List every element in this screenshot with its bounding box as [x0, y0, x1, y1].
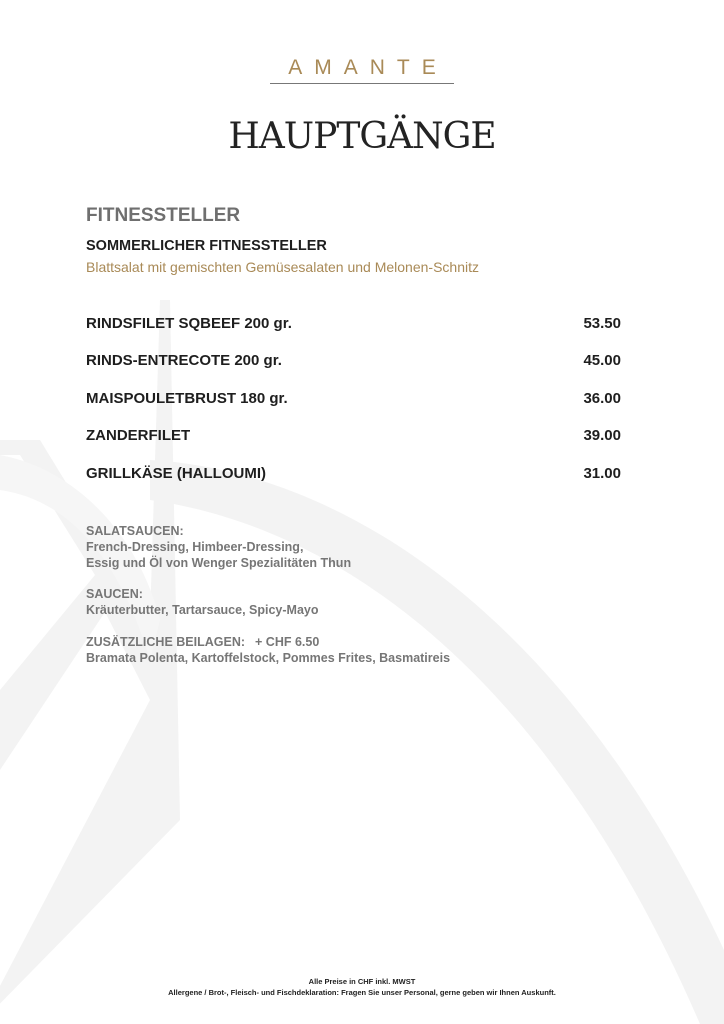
brand-logo [0, 56, 724, 84]
sauces-block [86, 586, 318, 618]
sides-heading-row [86, 634, 450, 650]
menu-item-name: ZANDERFILET [86, 427, 191, 444]
sides-block [86, 634, 450, 666]
salad-sauces-line: Essig und Öl von Wenger Spezialitäten Thun [86, 556, 352, 570]
menu-item-name: RINDSFILET SQBEEF 200 gr. [86, 315, 292, 332]
menu-item-price: 53.50 [583, 315, 621, 332]
sides-price: + CHF 6.50 [255, 635, 320, 649]
sauces-line: Kräuterbutter, Tartarsauce, Spicy-Mayo [86, 603, 319, 617]
footer-allergen-note: Allergene / Brot-, Fleisch- und Fischdeklaration: Fragen Sie unser Personal, gerne geben wir Ihnen Auskunft. [168, 988, 556, 997]
footer-price-note: Alle Preise in CHF inkl. MWST [308, 977, 416, 986]
sides-heading: ZUSÄTZLICHE BEILAGEN: [86, 635, 246, 649]
menu-item [86, 427, 621, 447]
menu-item-name: RINDS-ENTRECOTE 200 gr. [86, 352, 282, 369]
menu-item-name: MAISPOULETBRUST 180 gr. [86, 390, 288, 407]
feature-dish-description: Blattsalat mit gemischten Gemüsesalaten und Melonen-Schnitz [86, 259, 479, 275]
menu-item [86, 390, 621, 410]
menu-item [86, 315, 621, 335]
brand-logo-underline [270, 83, 454, 84]
section-title: FITNESSTELLER [86, 205, 241, 226]
salad-sauces-block [86, 523, 351, 571]
sauces-heading: SAUCEN: [86, 587, 143, 601]
menu-item-name: GRILLKÄSE (HALLOUMI) [86, 465, 266, 482]
menu-item [86, 352, 621, 372]
feature-dish-name: SOMMERLICHER FITNESSTELLER [86, 238, 327, 254]
menu-item-price: 39.00 [583, 427, 621, 444]
menu-item-price: 31.00 [583, 465, 621, 482]
menu-item-price: 45.00 [583, 352, 621, 369]
salad-sauces-heading: SALATSAUCEN: [86, 524, 184, 538]
sides-line: Bramata Polenta, Kartoffelstock, Pommes Frites, Basmatireis [86, 651, 451, 665]
menu-item [86, 465, 621, 485]
salad-sauces-line: French-Dressing, Himbeer-Dressing, [86, 540, 304, 554]
brand-logo-text: AMANTE [288, 56, 448, 79]
menu-item-price: 36.00 [583, 390, 621, 407]
page-title: HAUPTGÄNGE [228, 116, 496, 157]
